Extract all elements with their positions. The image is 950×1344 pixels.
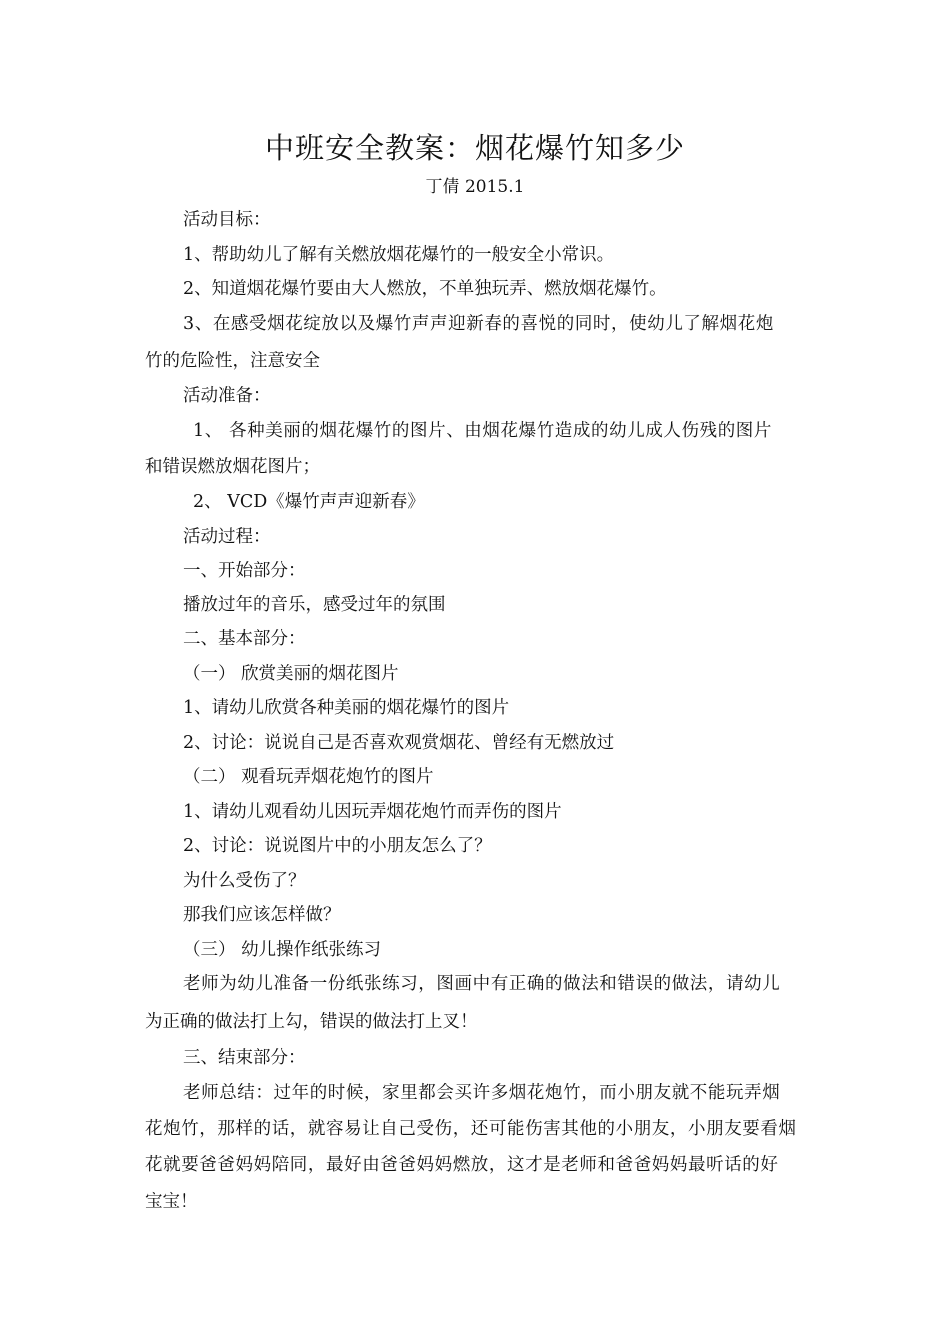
paragraph-line: 2、讨论：说说图片中的小朋友怎么了？ <box>183 836 492 856</box>
paragraph-line: 2、 VCD《爆竹声声迎新春》 <box>193 492 425 512</box>
section-heading-preparation: 活动准备： <box>183 386 271 406</box>
paragraph-line: 3、在感受烟花绽放以及爆竹声声迎新春的喜悦的同时，使幼儿了解烟花炮 <box>183 314 774 334</box>
paragraph-line: （一） 欣赏美丽的烟花图片 <box>183 664 399 684</box>
paragraph-line: 竹的危险性，注意安全 <box>145 351 320 371</box>
paragraph-line: 宝宝！ <box>145 1192 198 1212</box>
paragraph-line: 花就要爸爸妈妈陪同，最好由爸爸妈妈燃放，这才是老师和爸爸妈妈最听话的好 <box>145 1155 779 1175</box>
paragraph-line: （三） 幼儿操作纸张练习 <box>183 940 382 960</box>
paragraph-line: 1、帮助幼儿了解有关燃放烟花爆竹的一般安全小常识。 <box>183 245 615 265</box>
section-heading-goals: 活动目标： <box>183 210 271 230</box>
paragraph-line: 花炮竹，那样的话，就容易让自己受伤，还可能伤害其他的小朋友，小朋友要看烟 <box>145 1119 797 1139</box>
author-date-line: 丁倩 2015.1 <box>425 177 525 197</box>
paragraph-line: 1、 各种美丽的烟花爆竹的图片、由烟花爆竹造成的幼儿成人伤残的图片 <box>193 421 772 441</box>
paragraph-line: 播放过年的音乐，感受过年的氛围 <box>183 595 446 615</box>
paragraph-line: 二、基本部分： <box>183 629 306 649</box>
document-title: 中班安全教案：烟花爆竹知多少 <box>264 131 685 165</box>
paragraph-line: 2、知道烟花爆竹要由大人燃放，不单独玩弄、燃放烟花爆竹。 <box>183 279 667 299</box>
paragraph-line: 为什么受伤了？ <box>183 871 306 891</box>
paragraph-line: 老师总结：过年的时候，家里都会买许多烟花炮竹，而小朋友就不能玩弄烟 <box>183 1083 781 1103</box>
paragraph-line: 一、开始部分： <box>183 561 306 581</box>
paragraph-line: 1、请幼儿观看幼儿因玩弄烟花炮竹而弄伤的图片 <box>183 802 562 822</box>
section-heading-conclusion: 三、结束部分： <box>183 1048 306 1068</box>
paragraph-line: 和错误燃放烟花图片； <box>145 457 320 477</box>
paragraph-line: 2、讨论：说说自己是否喜欢观赏烟花、曾经有无燃放过 <box>183 733 615 753</box>
section-heading-process: 活动过程： <box>183 527 271 547</box>
paragraph-line: 那我们应该怎样做？ <box>183 905 341 925</box>
paragraph-line: 1、请幼儿欣赏各种美丽的烟花爆竹的图片 <box>183 698 510 718</box>
paragraph-line: 为正确的做法打上勾，错误的做法打上叉！ <box>145 1012 478 1032</box>
paragraph-line: （二） 观看玩弄烟花炮竹的图片 <box>183 767 434 787</box>
paragraph-line: 老师为幼儿准备一份纸张练习，图画中有正确的做法和错误的做法，请幼儿 <box>183 974 781 994</box>
